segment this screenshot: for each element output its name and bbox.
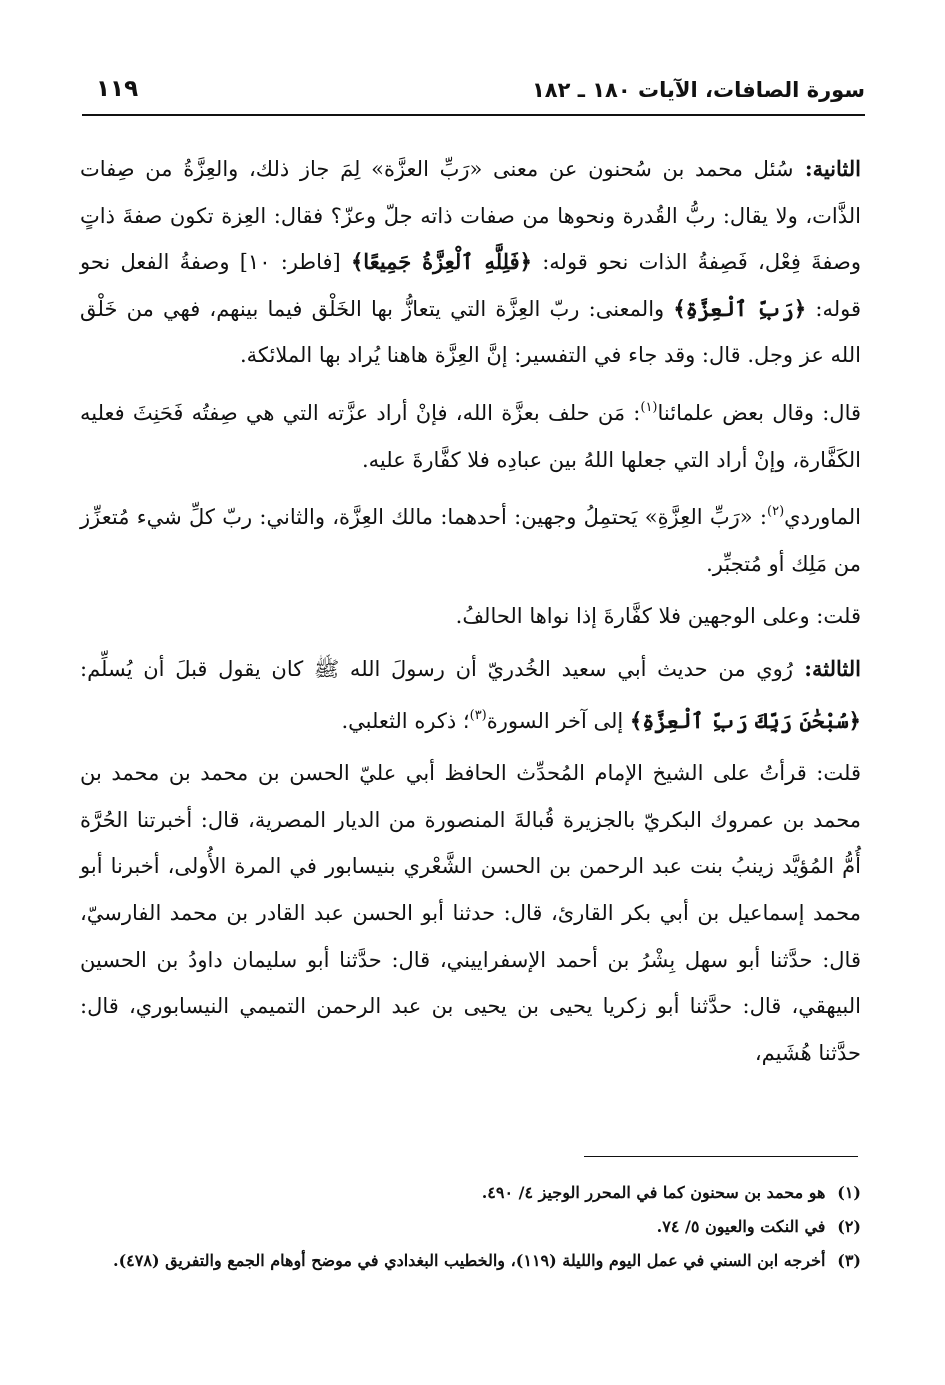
footnote-item — [80, 1244, 861, 1278]
footnote-item — [80, 1210, 861, 1244]
text-run: قلت: قرأتُ على الشيخ الإمام المُحدِّث الحافظ أبي عليّ الحسن بن محمد بن محمد بن محمد بن عمروك البكريّ بالجزيرة قُبالةَ المنصورة من الديار المصرية، قال: أخبرتنا الحُرَّة أُمُّ المُؤيَّد زينبُ بنت عبد الرحمن بن الحسن الشَّعْري بنيسابور في المرة الأُولى، أخبرنا أبو محمد إسماعيل بن أبي بكر القارئ، قال: حدثنا أبو الحسن عبد القادر بن محمد الفارسيّ، قال: حدَّثنا أبو سهل بِشْرُ بن أحمد الإسفراييني، قال: حدَّثنا أبو سليمان داودُ بن الحسين البيهقي، قال: حدَّثنا أبو زكريا يحيى بن يحيى بن عبد الرحمن التميمي النيسابوري، قال: حدَّثنا هُشَيم، — [80, 761, 861, 1065]
text-run: ؛ ذكره الثعلبي. — [341, 708, 470, 733]
paragraph-isnad — [80, 750, 861, 1076]
footnote-item — [80, 1176, 861, 1210]
main-text — [80, 146, 861, 1082]
quran-quote: ﴿رَبِّ ٱلْعِزَّةِ﴾ — [673, 295, 807, 321]
footnote-marker: (١) — [837, 1183, 861, 1202]
page-header — [82, 74, 865, 116]
footnote-ref[interactable]: (٢) — [767, 504, 785, 520]
text-run: والمعنى: ربّ العِزَّة التي يتعازُّ بها الخَلْق فيما بينهم، فهي من خَلْق الله عز وجل. قال: وقد جاء في التفسير: إنَّ العِزَّة هاهنا يُراد بها الملائكة. — [80, 296, 861, 368]
paragraph-note — [80, 593, 861, 640]
footnote-marker: (٣) — [837, 1251, 861, 1270]
text-run: قلت: وعلى الوجهين فلا كفَّارةَ إذا نواها الحالفُ. — [455, 604, 861, 629]
footnote-text: هو محمد بن سحنون كما في المحرر الوجيز ٤/ ٤٩٠. — [481, 1183, 826, 1202]
text-run: رُوي من حديث أبي سعيد الخُدريّ أن رسولَ الله ﷺ كان يقول قبلَ أن يُسلِّم: — [80, 656, 793, 681]
paragraph-scholars — [80, 385, 861, 483]
footnote-ref[interactable]: (١) — [640, 399, 658, 415]
page-number: ١١٩ — [96, 76, 139, 102]
text-run: [فاطر: ١٠] وصفةُ الفعل نحو قوله: — [80, 250, 862, 321]
text-run: سُئل محمد بن سُحنون عن معنى «رَبِّ العزَّة» لِمَ جاز ذلك، والعِزَّةُ من صِفات الذَّات، ولا يقال: ربُّ القُدرة ونحوها من صفات ذاته جلّ وعزّ؟ فقال: العِزة تكون صفةَ ذاتٍ وصفةَ فِعْل، فَصِفةُ الذات نحو قوله: — [80, 157, 861, 275]
footnote-ref[interactable]: (٣) — [469, 707, 487, 723]
footnotes — [80, 1176, 861, 1278]
text-run: : مَن حلف بعزَّة الله، فإنْ أراد عزَّته التي هي صِفتُه فَحَنِثَ فعليه الكَفَّارة، وإنْ أراد التي جعلها اللهُ بين عبادِه فلا كفَّارةَ عليه. — [80, 400, 861, 472]
paragraph-third-issue-3 — [80, 646, 861, 744]
paragraph-lead: الثالثة: — [792, 655, 861, 681]
running-title: سورة الصافات، الآيات ١٨٠ ـ ١٨٢ — [531, 78, 865, 102]
text-run: إلى آخر السورة — [486, 708, 630, 733]
paragraph-lead: الثانية: — [793, 156, 861, 181]
text-run: : «رَبِّ العِزَّةِ» يَحتمِلُ وجهين: أحدهما: مالك العِزَّة، والثاني: ربّ كلِّ شيء مُتعزِّز من مَلِك أو مُتجبِّر. — [80, 505, 861, 576]
text-run: قال: وقال بعض علمائنا — [657, 400, 862, 425]
footnote-divider — [584, 1156, 858, 1157]
quran-quote: ﴿فَلِلَّهِ ٱلْعِزَّةُ جَمِيعًا﴾ — [350, 249, 532, 275]
quran-quote: ﴿سُبْحَٰنَ رَبِّكَ رَبِّ ٱلْعِزَّةِ﴾ — [629, 707, 861, 733]
footnote-marker: (٢) — [837, 1217, 861, 1236]
paragraph-mawardi — [80, 489, 861, 587]
footnote-text: أخرجه ابن السني في عمل اليوم والليلة (١١٩)، والخطيب البغدادي في موضح أوهام الجمع والتفريق (٤٧٨). — [113, 1251, 826, 1270]
footnote-text: في النكت والعيون ٥/ ٧٤. — [656, 1217, 826, 1236]
paragraph-third-issue-2 — [80, 146, 861, 379]
text-run: الماوردي — [784, 505, 861, 530]
